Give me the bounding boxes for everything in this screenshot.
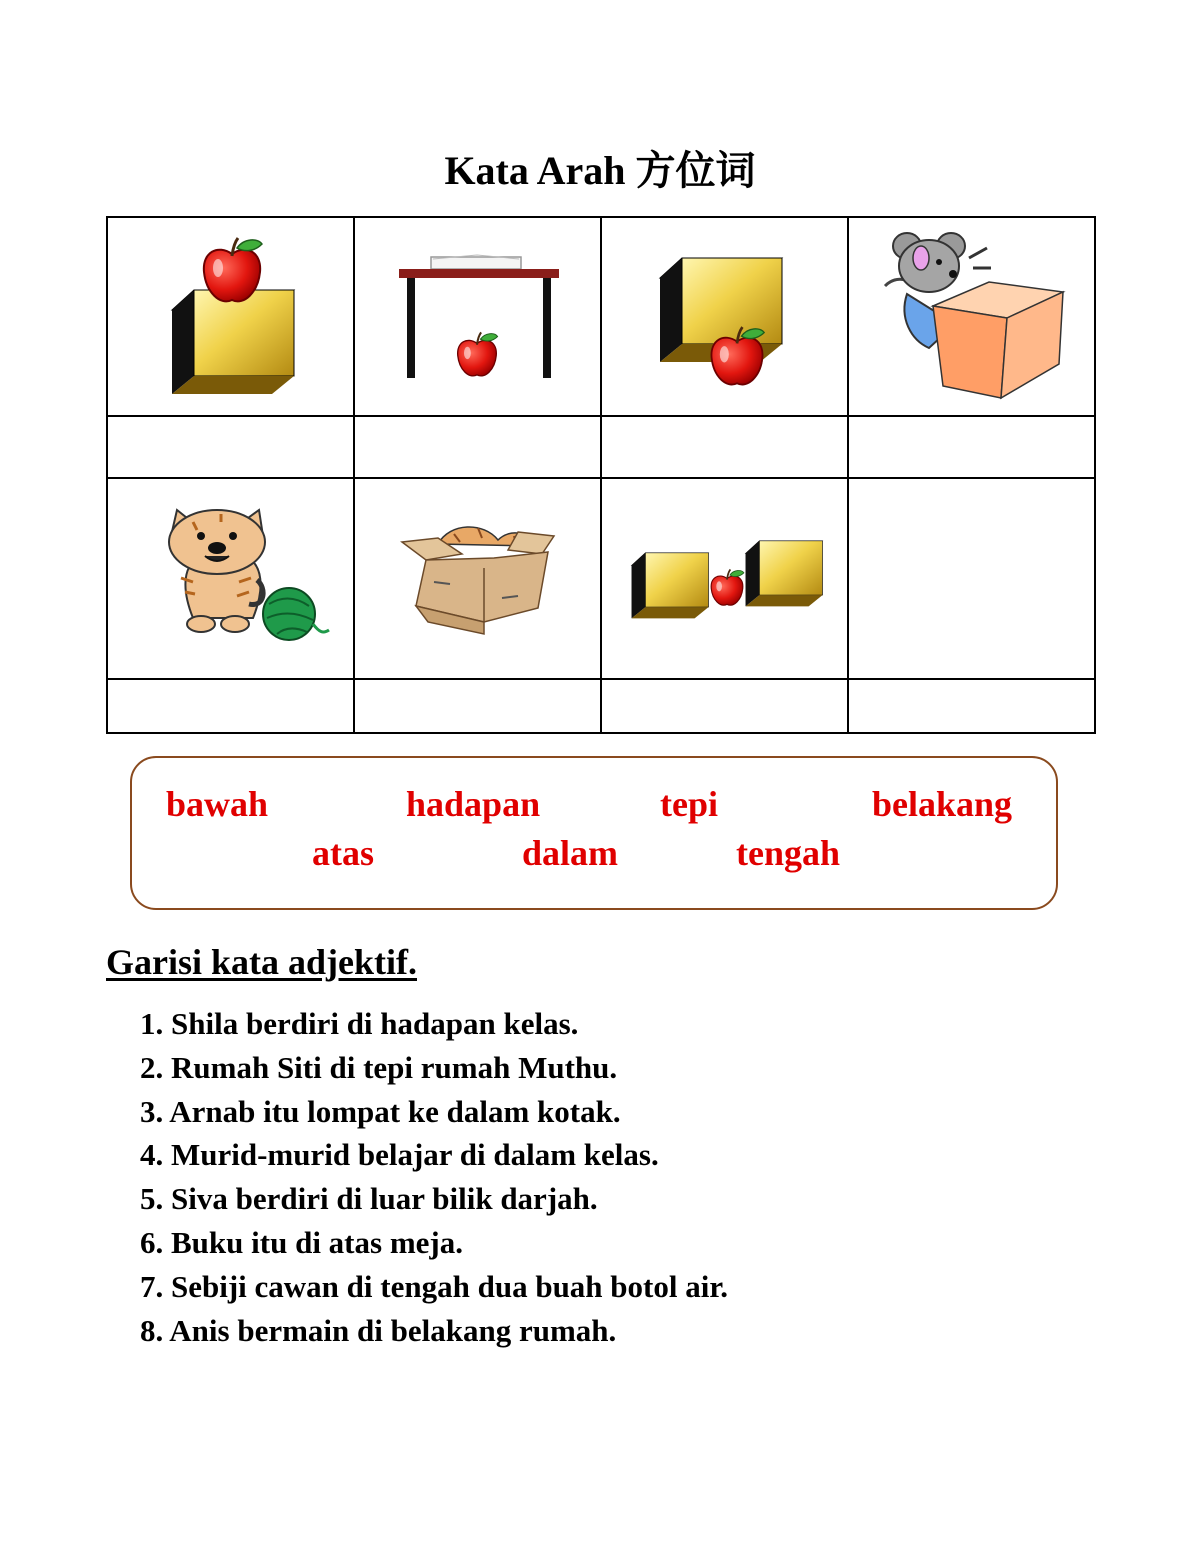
cat-beside-yarn-icon	[131, 508, 331, 648]
picture-row	[107, 217, 1095, 416]
apple-under-table-icon	[393, 251, 563, 381]
picture-row	[107, 478, 1095, 679]
sentence-item: 2. Rumah Siti di tepi rumah Muthu.	[140, 1049, 618, 1085]
sentence-list	[140, 1002, 728, 1352]
word-bank-item: belakang	[872, 784, 1013, 824]
apple-between-boxes-icon	[625, 528, 825, 628]
picture-cell-empty	[848, 478, 1095, 679]
picture-cell	[107, 478, 354, 679]
cat-in-box-icon	[398, 518, 558, 638]
answer-cell[interactable]	[601, 416, 848, 478]
page-title: Kata Arah 方位词	[444, 148, 756, 193]
word-bank-item: atas	[312, 833, 374, 873]
answer-row	[107, 679, 1095, 733]
answer-cell[interactable]	[848, 679, 1095, 733]
word-bank-item: bawah	[166, 784, 269, 824]
word-bank-item: tengah	[736, 833, 841, 873]
picture-cell	[354, 478, 601, 679]
answer-cell[interactable]	[107, 416, 354, 478]
answer-cell[interactable]	[107, 679, 354, 733]
sentence-item: 6. Buku itu di atas meja.	[140, 1224, 463, 1260]
word-bank-item: dalam	[522, 833, 619, 873]
sentence-item: 8. Anis bermain di belakang rumah.	[140, 1312, 617, 1348]
answer-cell[interactable]	[354, 416, 601, 478]
sentence-item: 1. Shila berdiri di hadapan kelas.	[140, 1006, 579, 1041]
picture-cell	[354, 217, 601, 416]
picture-cell	[848, 217, 1095, 416]
sentence-item: 7. Sebiji cawan di tengah dua buah botol air.	[140, 1268, 729, 1304]
exercise-heading: Garisi kata adjektif.	[106, 942, 417, 982]
answer-row	[107, 416, 1095, 478]
picture-grid	[106, 216, 1096, 734]
picture-cell	[601, 478, 848, 679]
sentence-item: 3. Arnab itu lompat ke dalam kotak.	[140, 1093, 621, 1129]
picture-cell	[107, 217, 354, 416]
mouse-behind-box-icon	[877, 228, 1067, 404]
answer-cell[interactable]	[601, 679, 848, 733]
answer-cell[interactable]	[354, 679, 601, 733]
sentence-item: 5. Siva berdiri di luar bilik darjah.	[140, 1181, 598, 1217]
picture-cell	[601, 217, 848, 416]
apple-on-box-icon	[156, 236, 306, 396]
word-bank-item: tepi	[660, 784, 718, 824]
sentence-item: 4. Murid-murid belajar di dalam kelas.	[140, 1137, 659, 1173]
answer-cell[interactable]	[848, 416, 1095, 478]
apple-in-front-of-box-icon	[650, 241, 800, 391]
word-bank-item: hadapan	[406, 784, 541, 824]
